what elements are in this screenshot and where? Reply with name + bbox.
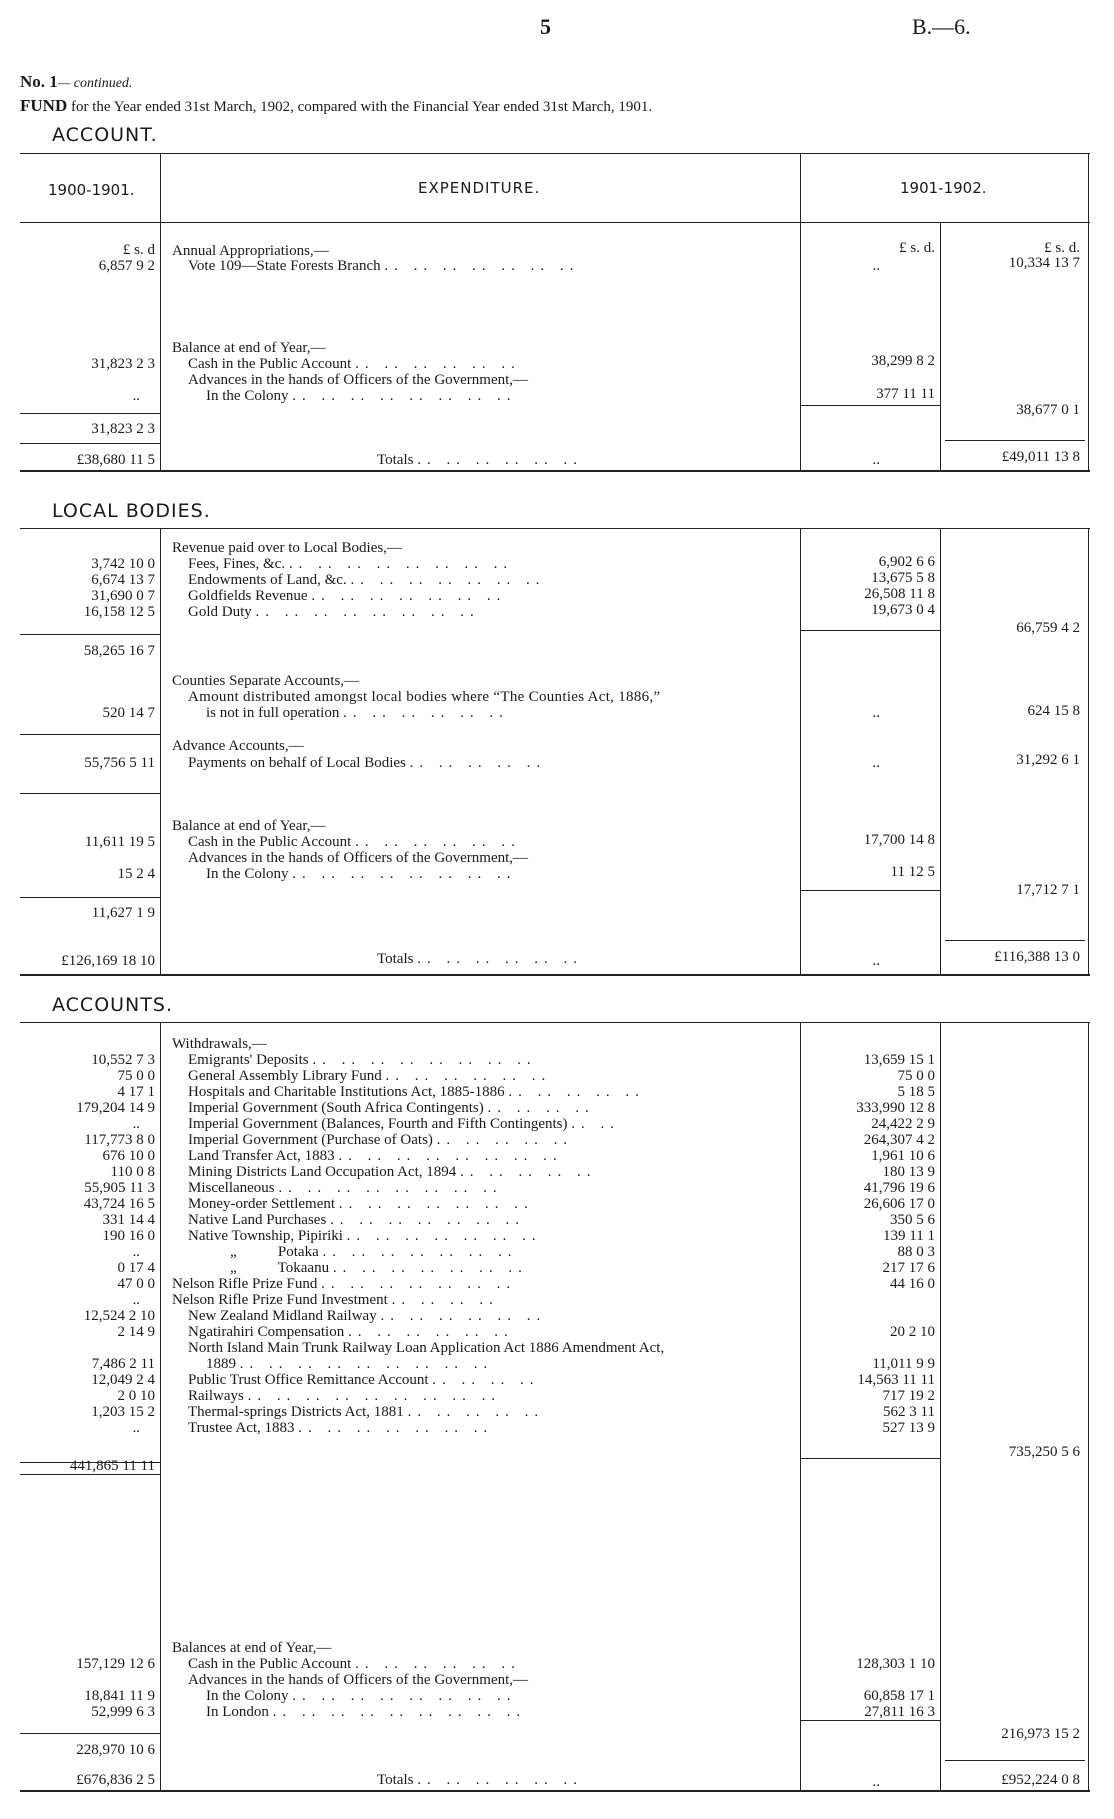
balance-total-right-2: 17,712 7 1 [1016,882,1080,898]
units-prev: £ s. d [122,242,155,258]
withdrawal-label: Trustee Act, 1883 .. .. .. .. .. .. .. [188,1420,494,1436]
colony-label-2: In the Colony .. .. .. .. .. .. .. .. [206,866,517,882]
withdrawal-mid: 88 0 3 [897,1244,935,1260]
col-header-1901-1902: 1901-1902. [900,179,987,197]
table-number: No. 1 [20,72,58,91]
withdrawal-mid: 11,011 9 9 [872,1356,935,1372]
withdrawal-label: Land Transfer Act, 1883 .. .. .. .. .. .. .. .. [188,1148,563,1164]
units-mid: £ s. d. [899,240,935,256]
revenue-row-mid: 13,675 5 8 [871,570,935,586]
withdrawals-total-right: 735,250 5 6 [1008,1444,1080,1460]
totals-right-1: £49,011 13 8 [1001,449,1080,465]
cash-mid-2: 17,700 14 8 [863,832,935,848]
revenue-row-label: Gold Duty .. .. .. .. .. .. .. .. [188,604,480,620]
totals-right-2: £116,388 13 0 [994,949,1080,965]
withdrawal-prev: 12,524 2 10 [83,1308,155,1324]
advance-heading: Advance Accounts,— [172,738,304,754]
revenue-row-prev: 16,158 12 5 [83,604,155,620]
revenue-row-prev: 31,690 0 7 [91,588,155,604]
cash-prev-2: 11,611 19 5 [84,834,155,850]
withdrawal-mid: 139 11 1 [883,1228,935,1244]
revenue-row-label: Endowments of Land, &c. .. .. .. .. .. .. .. [188,572,546,588]
vote-label: Vote 109—State Forests Branch .. .. .. .. .. .. .. [188,258,580,274]
withdrawal-prev: 55,905 11 3 [84,1180,155,1196]
withdrawal-prev: 2 0 10 [117,1388,155,1404]
counties-line2: is not in full operation .. .. .. .. .. .. [206,705,509,721]
withdrawal-label: North Island Main Trunk Railway Loan Application Act 1886 Amendment Act, [188,1340,665,1356]
balance-total-prev-2: 11,627 1 9 [91,905,155,921]
withdrawals-heading: Withdrawals,— [172,1036,267,1052]
withdrawal-label: Nelson Rifle Prize Fund Investment .. .. .. .. [172,1292,499,1308]
col-header-1900-1901: 1900-1901. [48,181,135,199]
withdrawal-label: Native Land Purchases .. .. .. .. .. .. .. [188,1212,526,1228]
revenue-row-mid: 19,673 0 4 [871,602,935,618]
revenue-row-prev: 3,742 10 0 [91,556,155,572]
withdrawal-mid: 14,563 11 11 [857,1372,935,1388]
withdrawal-prev: 47 0 0 [117,1276,155,1292]
col-header-expenditure: EXPENDITURE. [418,179,541,197]
withdrawal-prev: 117,773 8 0 [84,1132,155,1148]
document-reference: B.—6. [912,14,971,39]
withdrawal-prev: 2 14 9 [117,1324,155,1340]
vote-prev: 6,857 9 2 [98,258,155,274]
withdrawal-prev: 75 0 0 [117,1068,155,1084]
cash-label-2: Cash in the Public Account .. .. .. .. .. .. [188,834,521,850]
revenue-total-right: 66,759 4 2 [1016,620,1080,636]
balance-total-right-1: 38,677 0 1 [1016,402,1080,418]
revenue-heading: Revenue paid over to Local Bodies,— [172,540,402,556]
colony-prev-1: .. [132,388,140,404]
totals-mid-2: .. [872,953,880,969]
withdrawals-total-prev: 441,865 11 11 [69,1458,155,1474]
withdrawal-label: Railways .. .. .. .. .. .. .. .. .. [188,1388,502,1404]
withdrawal-label: General Assembly Library Fund .. .. .. .. .. .. [188,1068,552,1084]
colony-label-3: In the Colony .. .. .. .. .. .. .. .. [206,1688,517,1704]
withdrawal-prev: .. [132,1420,140,1436]
advance-prev: 55,756 5 11 [84,755,155,771]
colony-mid-2: 11 12 5 [890,864,935,880]
withdrawal-prev: 110 0 8 [110,1164,155,1180]
withdrawal-mid: 24,422 2 9 [871,1116,935,1132]
counties-right: 624 15 8 [1027,703,1080,719]
withdrawal-label: 1889 .. .. .. .. .. .. .. .. .. [206,1356,494,1372]
withdrawal-prev: 0 17 4 [117,1260,155,1276]
withdrawal-label: Public Trust Office Remittance Account .. .. .. .. [188,1372,540,1388]
colony-prev-3: 18,841 11 9 [84,1688,155,1704]
withdrawal-prev: 12,049 2 4 [91,1372,155,1388]
advances-label-2: Advances in the hands of Officers of the Government,— [188,850,529,866]
appropriations-heading: Annual Appropriations,— [172,243,329,259]
balance-heading-1: Balance at end of Year,— [172,340,326,356]
withdrawal-prev: 4 17 1 [117,1084,155,1100]
vote-mid: .. [872,258,880,274]
withdrawal-mid: 41,796 19 6 [863,1180,935,1196]
cash-mid-3: 128,303 1 10 [856,1656,935,1672]
withdrawal-mid: 264,307 4 2 [863,1132,935,1148]
counties-prev: 520 14 7 [102,705,155,721]
cash-label-3: Cash in the Public Account .. .. .. .. .. .. [188,1656,521,1672]
totals-prev-1: £38,680 11 5 [76,452,155,468]
balances-heading-3: Balances at end of Year,— [172,1640,332,1656]
totals-right-3: £952,224 0 8 [1001,1772,1080,1788]
revenue-row-label: Goldfields Revenue .. .. .. .. .. .. .. [188,588,507,604]
withdrawal-label: Native Township, Pipiriki .. .. .. .. .. .. .. [188,1228,542,1244]
london-prev-3: 52,999 6 3 [91,1704,155,1720]
subtitle-text: for the Year ended 31st March, 1902, compared with the Financial Year ended 31st March, 1901. [70,99,653,115]
revenue-row-prev: 6,674 13 7 [91,572,155,588]
withdrawal-mid: 562 3 11 [883,1404,935,1420]
london-label-3: In London .. .. .. .. .. .. .. .. .. [206,1704,527,1720]
withdrawal-mid: 217 17 6 [882,1260,935,1276]
units-right: £ s. d. [1044,240,1080,256]
advance-right: 31,292 6 1 [1016,752,1080,768]
withdrawal-label: „ Tokaanu .. .. .. .. .. .. .. [230,1260,528,1276]
withdrawal-label: Imperial Government (Balances, Fourth and Fifth Contingents) .. .. [188,1116,621,1132]
page-subtitle [20,96,652,116]
withdrawal-prev: 10,552 7 3 [91,1052,155,1068]
table-number-line [20,72,132,92]
withdrawal-mid: 13,659 15 1 [863,1052,935,1068]
totals-mid-3: .. [872,1774,880,1790]
advances-label-3: Advances in the hands of Officers of the Government,— [188,1672,529,1688]
withdrawal-label: New Zealand Midland Railway .. .. .. .. .. .. [188,1308,547,1324]
page-number: 5 [540,14,551,39]
withdrawal-mid: 44 16 0 [890,1276,935,1292]
withdrawal-label: Imperial Government (Purchase of Oats) .. .. .. .. .. [188,1132,574,1148]
revenue-total-prev: 58,265 16 7 [83,643,155,659]
withdrawal-prev: 43,724 16 5 [83,1196,155,1212]
withdrawal-prev: 1,203 15 2 [91,1404,155,1420]
withdrawal-label: Hospitals and Charitable Institutions Act, 1885-1886 .. .. .. .. .. [188,1084,645,1100]
withdrawal-prev: 331 14 4 [102,1212,155,1228]
section-title-local-bodies: LOCAL BODIES. [52,500,211,522]
cash-prev-3: 157,129 12 6 [76,1656,155,1672]
revenue-row-mid: 26,508 11 8 [864,586,935,602]
colony-mid-1: 377 11 11 [876,386,935,402]
withdrawal-label: Nelson Rifle Prize Fund .. .. .. .. .. .. .. [172,1276,517,1292]
withdrawal-label: Miscellaneous .. .. .. .. .. .. .. .. [188,1180,503,1196]
withdrawal-prev: .. [132,1292,140,1308]
balance-total-right-3: 216,973 15 2 [1001,1726,1080,1742]
advance-label: Payments on behalf of Local Bodies .. .. .. .. .. [188,755,547,771]
withdrawal-prev: 179,204 14 9 [76,1100,155,1116]
withdrawal-prev: .. [132,1116,140,1132]
london-mid-3: 27,811 16 3 [864,1704,935,1720]
colony-mid-3: 60,858 17 1 [863,1688,935,1704]
withdrawal-label: „ Potaka .. .. .. .. .. .. .. [230,1244,518,1260]
counties-line1: Amount distributed amongst local bodies where “The Counties Act, 1886,” [188,689,661,705]
withdrawal-mid: 75 0 0 [897,1068,935,1084]
withdrawal-label: Thermal-springs Districts Act, 1881 .. .. .. .. .. [188,1404,545,1420]
withdrawal-label: Money-order Settlement .. .. .. .. .. .. .. [188,1196,534,1212]
balance-heading-2: Balance at end of Year,— [172,818,326,834]
advance-mid: .. [872,755,880,771]
revenue-row-label: Fees, Fines, &c. .. .. .. .. .. .. .. .. [188,556,514,572]
withdrawal-mid: 333,990 12 8 [856,1100,935,1116]
withdrawal-prev: 676 10 0 [102,1148,155,1164]
withdrawal-mid: 350 5 6 [890,1212,935,1228]
cash-mid-1: 38,299 8 2 [871,353,935,369]
revenue-row-mid: 6,902 6 6 [878,554,935,570]
withdrawal-mid: 26,606 17 0 [863,1196,935,1212]
section-title-accounts: ACCOUNTS. [52,994,173,1016]
withdrawal-label: Mining Districts Land Occupation Act, 1894 .. .. .. .. .. [188,1164,597,1180]
totals-prev-3: £676,836 2 5 [76,1772,155,1788]
withdrawal-mid: 527 13 9 [882,1420,935,1436]
counties-heading: Counties Separate Accounts,— [172,673,360,689]
withdrawal-mid: 180 13 9 [882,1164,935,1180]
withdrawal-label: Emigrants' Deposits .. .. .. .. .. .. .. .. [188,1052,537,1068]
advances-label-1: Advances in the hands of Officers of the Government,— [188,372,529,388]
section-title-account: ACCOUNT. [52,124,158,146]
colony-label-1: In the Colony .. .. .. .. .. .. .. .. [206,388,517,404]
totals-label-1: Totals .. .. .. .. .. .. [377,452,583,468]
colony-prev-2: 15 2 4 [117,866,155,882]
totals-mid-1: .. [872,452,880,468]
withdrawal-label: Ngatirahiri Compensation .. .. .. .. .. .. [188,1324,514,1340]
withdrawal-prev: 7,486 2 11 [91,1356,155,1372]
withdrawal-prev: .. [132,1244,140,1260]
cash-label-1: Cash in the Public Account .. .. .. .. .. .. [188,356,521,372]
totals-label-2: Totals .. .. .. .. .. .. [377,951,583,967]
withdrawal-mid: 5 18 5 [897,1084,935,1100]
continued-note: — continued. [57,76,133,91]
withdrawal-mid: 717 19 2 [882,1388,935,1404]
withdrawal-mid: 1,961 10 6 [871,1148,935,1164]
fund-word: FUND [20,96,68,115]
balance-total-prev-1: 31,823 2 3 [91,421,155,437]
cash-prev-1: 31,823 2 3 [91,356,155,372]
totals-label-3: Totals .. .. .. .. .. .. [377,1772,583,1788]
withdrawal-prev: 190 16 0 [102,1228,155,1244]
totals-prev-2: £126,169 18 10 [61,953,155,969]
withdrawal-label: Imperial Government (South Africa Contingents) .. .. .. .. [188,1100,595,1116]
counties-mid: .. [872,705,880,721]
balance-total-prev-3: 228,970 10 6 [76,1742,155,1758]
withdrawal-mid: 20 2 10 [890,1324,935,1340]
vote-right: 10,334 13 7 [1008,255,1080,271]
